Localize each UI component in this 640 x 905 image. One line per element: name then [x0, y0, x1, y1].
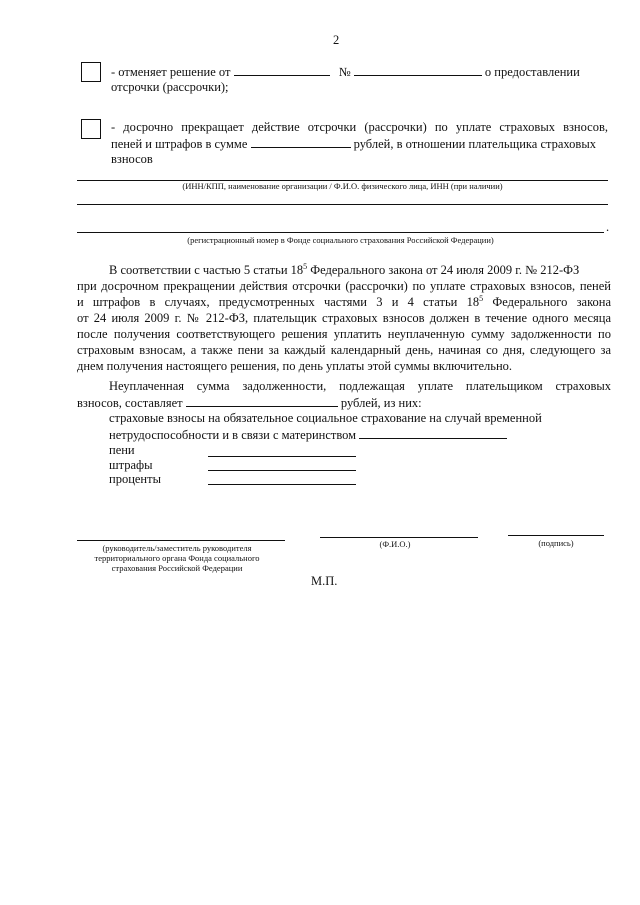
para1-line3-post: Федерального закона: [483, 295, 611, 309]
fio-caption: (Ф.И.О.): [379, 539, 411, 549]
decision-number-field[interactable]: [354, 64, 482, 76]
signature-caption: (подпись): [538, 538, 574, 548]
option1-text-c: о предоставлении: [484, 65, 580, 79]
para2-line4-text: нетрудоспособности и в связи с материнством: [109, 428, 357, 442]
para2-line2: [77, 395, 422, 411]
fines-field[interactable]: [208, 470, 356, 471]
page-number: 2: [333, 33, 340, 47]
option1-text-a: - отменяет решение от: [111, 65, 231, 79]
para2-line2-a: взносов, составляет: [77, 396, 183, 410]
decision-date-field[interactable]: [234, 64, 330, 76]
item-penalties-label: пени: [109, 443, 135, 457]
para1-line3-sup: 5: [479, 293, 484, 303]
signature-line[interactable]: [508, 535, 604, 536]
para2-line3: страховые взносы на обязательное социальное страхование на случай временной: [109, 411, 542, 425]
trailing-dot: .: [606, 220, 610, 234]
head-caption-line3: страхования Российской Федерации: [111, 563, 243, 573]
para1-line1-sup: 5: [303, 261, 308, 271]
amount-field[interactable]: [251, 136, 351, 148]
item-interest-label: проценты: [109, 472, 161, 486]
option2-line3: взносов: [111, 152, 153, 166]
para1-line2: при досрочном прекращении действия отсрочки (рассрочки) по уплате страховых взносов, пеней: [77, 279, 611, 293]
option-cancel-decision-checkbox[interactable]: [81, 62, 101, 82]
stamp-place: М.П.: [311, 574, 338, 588]
para1-line1-pre: В соответствии с частью 5 статьи 18: [109, 263, 304, 277]
option-terminate-deferral-checkbox[interactable]: [81, 119, 101, 139]
option1-number-sign: №: [338, 65, 351, 79]
reg-number-caption: (регистрационный номер в Фонде социального страхования Российской Федерации): [187, 235, 494, 245]
payer-name-line-2[interactable]: [77, 204, 608, 205]
para1-line3: [77, 295, 611, 310]
option1-line2: отсрочки (рассрочки);: [111, 80, 229, 94]
head-caption-line1: (руководитель/заместитель руководителя: [102, 543, 252, 553]
penalties-field[interactable]: [208, 456, 356, 457]
option2-text-a: пеней и штрафов в сумме: [111, 137, 248, 151]
option2-line1: - досрочно прекращает действие отсрочки (рассрочки) по уплате страховых взносов,: [111, 120, 608, 134]
para1-line1: [109, 263, 579, 278]
para2-line2-b: рублей, из них:: [340, 396, 422, 410]
head-caption-line2: территориального органа Фонда социального: [94, 553, 260, 563]
inn-caption: (ИНН/КПП, наименование организации / Ф.И.О. физического лица, ИНН (при наличии): [182, 181, 503, 191]
insurance-contributions-field[interactable]: [359, 427, 507, 439]
para1-line6: страховым взносам, а также пени за каждый календарный день, начиная со дня, следующего за: [77, 343, 611, 357]
reg-number-line[interactable]: [77, 232, 604, 233]
para2-line1: Неуплаченная сумма задолженности, подлежащая уплате плательщиком страховых: [109, 379, 611, 393]
para1-line7: днем получения настоящего решения, по день уплаты этой суммы включительно.: [77, 359, 513, 373]
option2-line2: [111, 136, 596, 152]
interest-field[interactable]: [208, 484, 356, 485]
para1-line5: после получения соответствующего решения уплатить неуплаченную сумму задолженности по: [77, 327, 611, 341]
head-signature-line[interactable]: [77, 540, 285, 541]
para1-line4: от 24 июля 2009 г. № 212-ФЗ, плательщик страховых взносов должен в течение одного месяца: [77, 311, 611, 325]
option2-text-b: рублей, в отношении плательщика страховых: [353, 137, 596, 151]
para1-line1-post: Федерального закона от 24 июля 2009 г. № 212-ФЗ: [307, 263, 580, 277]
debt-total-field[interactable]: [186, 395, 338, 407]
item-fines-label: штрафы: [109, 458, 153, 472]
option1-line1: [111, 64, 580, 80]
head-caption: [77, 543, 277, 573]
fio-line[interactable]: [320, 537, 478, 538]
para1-line3-pre: и штрафов в случаях, предусмотренных частями 3 и 4 статьи 18: [77, 295, 480, 309]
para2-line4: [109, 427, 507, 443]
